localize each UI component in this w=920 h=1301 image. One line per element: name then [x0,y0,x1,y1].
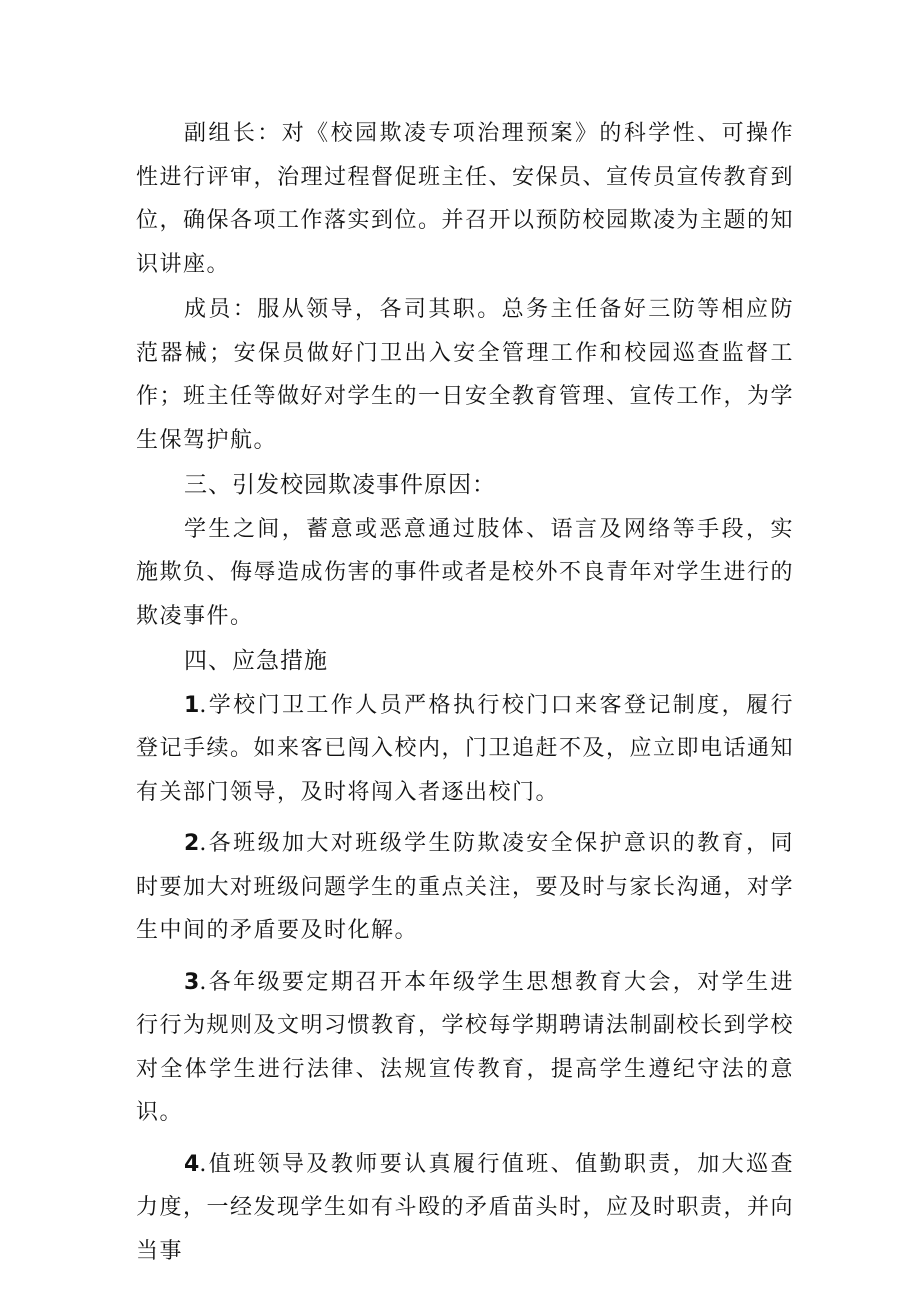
item-number: 3 [184,969,200,995]
section-4-heading: 四、应急措施 [184,648,328,674]
section-3-heading: 三、引发校园欺凌事件原因： [184,472,496,498]
section-3-body: 学生之间，蓄意或恶意通过肢体、语言及网络等手段，实施欺负、侮辱造成伤害的事件或者是校外不良青年对学生进行的欺凌事件。 [136,516,795,629]
measure-item-4 [136,1143,794,1274]
measure-item-2 [136,822,794,953]
item-number: 1 [184,692,200,718]
item-text: .值班领导及教师要认真履行值班、值勤职责，加大巡查力度，一经发现学生如有斗殴的矛盾苗头时，应及时职责，并向当事 [136,1151,795,1264]
item-text: .学校门卫工作人员严格执行校门口来客登记制度，履行登记手续。如来客已闯入校内，门卫追赶不及，应立即电话通知有关部门领导，及时将闯入者逐出校门。 [136,692,795,805]
document-body [136,112,794,1281]
members-paragraph: 成员：服从领导，各司其职。总务主任备好三防等相应防范器械；安保员做好门卫出入安全管理工作和校园巡查监督工作；班主任等做好对学生的一日安全教育管理、宣传工作，为学生保驾护航。 [136,297,795,453]
item-text: .各年级要定期召开本年级学生思想教育大会，对学生进行行为规则及文明习惯教育，学校每学期聘请法制副校长到学校对全体学生进行法律、法规宣传教育，提高学生遵纪守法的意识。 [136,969,795,1125]
item-number: 4 [184,1151,200,1177]
measure-item-1 [136,684,794,815]
deputy-leader-paragraph: 副组长：对《校园欺凌专项治理预案》的科学性、可操作性进行评审，治理过程督促班主任、安保员、宣传员宣传教育到位，确保各项工作落实到位。并召开以预防校园欺凌为主题的知识讲座。 [136,121,795,277]
item-number: 2 [184,831,200,856]
measure-item-3 [136,961,794,1135]
item-text: .各班级加大对班级学生防欺凌安全保护意识的教育，同时要加大对班级问题学生的重点关注，要及时与家长沟通，对学生中间的矛盾要及时化解。 [136,831,795,943]
